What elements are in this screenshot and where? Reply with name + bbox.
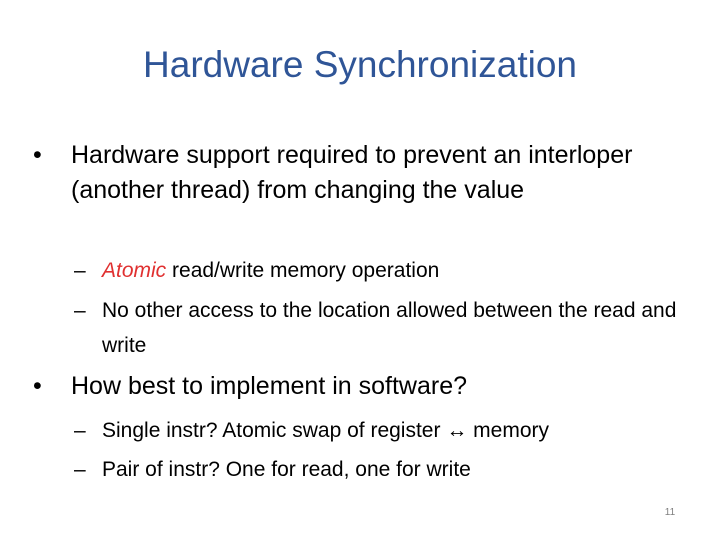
bullet-text: How best to implement in software?: [71, 372, 468, 400]
sub-bullet-item: [74, 413, 684, 448]
sub-bullet-text-rest: read/write memory operation: [166, 259, 440, 282]
sub-bullet-text: Single instr? Atomic swap of register ↔ memory: [102, 419, 549, 442]
highlight-word: Atomic: [102, 259, 167, 282]
bullet-text: Hardware support required to prevent an interloper (another thread) from changing the value: [71, 141, 633, 204]
sub-bullet-item: [74, 293, 684, 363]
sub-bullet-text: No other access to the location allowed between the read and write: [102, 299, 677, 357]
sub-bullet-item: [74, 253, 684, 288]
sub-bullet-text: [102, 253, 684, 288]
bullet-item: [33, 138, 683, 207]
sub-bullet-marker: –: [74, 419, 86, 442]
sub-bullet-item: [74, 452, 684, 487]
sub-bullet-marker: –: [74, 299, 86, 322]
bullet-marker: •: [33, 372, 42, 400]
page-number: 11: [664, 507, 676, 518]
sub-bullet-marker: –: [74, 259, 86, 282]
slide-title: Hardware Synchronization: [143, 44, 577, 85]
bullet-marker: •: [33, 141, 42, 169]
sub-bullet-marker: –: [74, 458, 86, 481]
sub-bullet-text: Pair of instr? One for read, one for write: [102, 458, 471, 481]
bullet-item: [33, 369, 683, 404]
